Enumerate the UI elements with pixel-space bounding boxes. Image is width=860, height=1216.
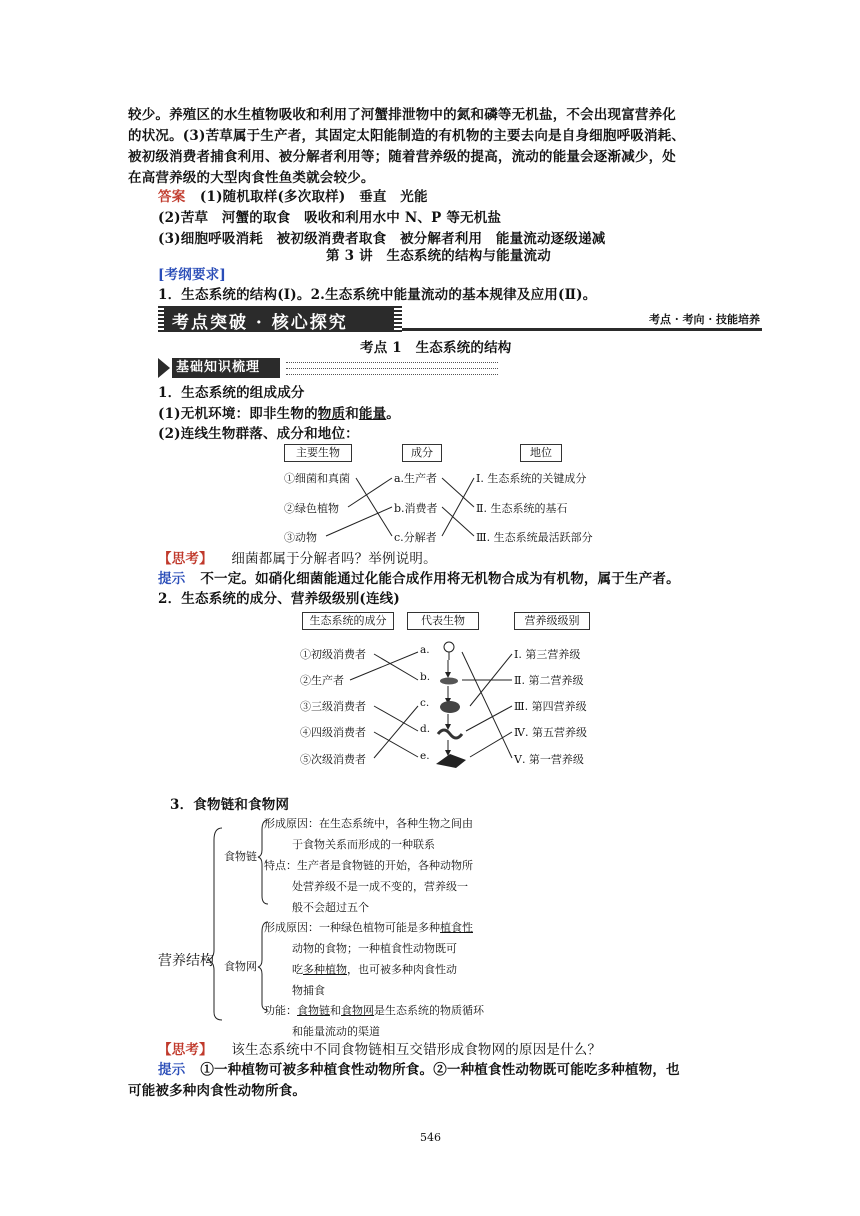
answer-line-3: (3)细胞呼吸消耗 被初级消费者取食 被分解者利用 能量流动逐级递减 xyxy=(158,231,606,247)
component-a: a.生产者 xyxy=(394,472,438,485)
letter-a: a. xyxy=(420,644,430,656)
hint-label: 提示 xyxy=(158,571,186,587)
syllabus-text: 1．生态系统的结构(Ⅰ)。2.生态系统中能量流动的基本规律及应用(Ⅱ)。 xyxy=(158,287,597,303)
trophic-1: Ⅰ. 第三营养级 xyxy=(514,648,581,661)
eagle-icon xyxy=(436,754,466,768)
link-line xyxy=(442,478,474,507)
answer-line-2: (2)苦草 河蟹的取食 吸收和利用水中 N、P 等无机盐 xyxy=(158,210,502,226)
link-line xyxy=(442,507,474,536)
link-line xyxy=(356,478,392,536)
eco-component-4: ④四级消费者 xyxy=(300,726,366,739)
hint-2-line-2: 可能被多种肉食性动物所食。 xyxy=(128,1083,307,1099)
letter-d: d. xyxy=(420,723,431,735)
chain-line: 处营养级不是一成不变的，营养级一 xyxy=(292,880,468,893)
function-line-2: 和能量流动的渠道 xyxy=(292,1025,380,1038)
web-label: 食物网 xyxy=(224,960,257,973)
web-line-2: 动物的食物；一种植食性动物既可 xyxy=(292,942,457,955)
lecture-title: 第 3 讲 生态系统的结构与能量流动 xyxy=(326,248,551,264)
component-b: b.消费者 xyxy=(394,502,438,515)
link-line xyxy=(326,507,392,536)
chain-line: 于食物关系而形成的一种联系 xyxy=(292,838,435,851)
s1-line1: (1)无机环境：即非生物的物质和能量。 xyxy=(158,406,400,422)
header-trophic-level: 营养级级别 xyxy=(514,612,590,630)
arrow-head-icon xyxy=(445,672,451,678)
eco-component-2: ②生产者 xyxy=(300,674,344,687)
root-label: 营养结构 xyxy=(158,953,214,969)
trophic-3: Ⅲ. 第四营养级 xyxy=(514,700,587,713)
brace-icon xyxy=(258,922,268,1010)
banner-title: 考点突破 · 核心探究 xyxy=(172,313,348,333)
organism-1: ①细菌和真菌 xyxy=(284,472,350,485)
web-line-3: 吃多种植物，也可被多种肉食性动 xyxy=(292,963,457,976)
chain-label: 食物链 xyxy=(224,850,257,863)
answer-label: 答案 xyxy=(158,189,186,205)
syllabus-label: [考纲要求] xyxy=(158,267,226,283)
link-line xyxy=(350,652,418,680)
function-line-1: 功能：食物链和食物网是生态系统的物质循环 xyxy=(264,1004,484,1017)
hint-text: 不一定。如硝化细菌能通过化能合成作用将无机物合成为有机物，属于生产者。 xyxy=(200,571,680,587)
organism-3: ③动物 xyxy=(284,531,317,544)
s2-heading: 2．生态系统的成分、营养级级别(连线) xyxy=(158,591,400,607)
s1-line2: (2)连线生物群落、成分和地位： xyxy=(158,426,359,442)
web-line-1: 形成原因：一种绿色植物可能是多种植食性 xyxy=(264,921,473,934)
think-question: 该生态系统中不同食物链相互交错形成食物网的原因是什么？ xyxy=(231,1042,602,1058)
status-3: Ⅲ. 生态系统最活跃部分 xyxy=(476,531,593,544)
chain-line: 特点：生产者是食物链的开始，各种动物所 xyxy=(264,859,473,872)
letter-b: b. xyxy=(420,671,431,683)
topic-title: 考点 1 生态系统的结构 xyxy=(360,340,512,356)
insect-icon xyxy=(440,678,458,685)
plant-icon xyxy=(444,642,454,660)
page-number: 546 xyxy=(420,1131,441,1144)
trophic-4: Ⅳ. 第五营养级 xyxy=(514,726,587,739)
think-label: 【思考】 xyxy=(158,551,213,567)
component-c: c.分解者 xyxy=(394,531,437,544)
frog-icon xyxy=(440,701,460,713)
header-components: 成分 xyxy=(402,444,442,462)
hint-label: 提示 xyxy=(158,1062,186,1078)
brace-icon xyxy=(208,828,222,1020)
paragraph-line: 的状况。(3)苦草属于生产者，其固定太阳能制造的有机物的主要去向是自身细胞呼吸消耗、 xyxy=(128,128,686,144)
brace-icon xyxy=(258,820,268,904)
letter-c: c. xyxy=(420,697,430,709)
link-line xyxy=(374,706,418,731)
organism-2: ②绿色植物 xyxy=(284,502,339,515)
s3-heading: 3．食物链和食物网 xyxy=(170,797,290,813)
status-2: Ⅱ. 生态系统的基石 xyxy=(476,502,568,515)
link-line xyxy=(374,706,418,758)
eco-component-5: ⑤次级消费者 xyxy=(300,753,366,766)
trophic-2: Ⅱ. 第二营养级 xyxy=(514,674,584,687)
header-status: 地位 xyxy=(520,444,562,462)
banner-right: 考点 · 考向 · 技能培养 xyxy=(649,313,760,326)
paragraph-line: 较少。养殖区的水生植物吸收和利用了河蟹排泄物中的氮和磷等无机盐，不会出现富营养化 xyxy=(128,107,676,123)
link-line xyxy=(374,732,418,757)
link-line xyxy=(348,478,392,507)
header-organisms: 主要生物 xyxy=(284,444,352,462)
chain-line: 形成原因：在生态系统中，各种生物之间由 xyxy=(264,817,473,830)
answer-line-1: (1)随机取样(多次取样) 垂直 光能 xyxy=(199,189,428,205)
paragraph-line: 在高营养级的大型肉食性鱼类就会较少。 xyxy=(128,170,375,186)
link-line xyxy=(442,478,474,536)
think-question: 细菌都属于分解者吗？举例说明。 xyxy=(231,551,437,567)
snake-icon xyxy=(438,730,462,738)
header-representatives: 代表生物 xyxy=(407,612,479,630)
chain-line: 般不会超过五个 xyxy=(292,901,369,914)
eco-component-1: ①初级消费者 xyxy=(300,648,366,661)
think-label: 【思考】 xyxy=(158,1042,213,1058)
letter-e: e. xyxy=(420,750,430,762)
paragraph-line: 被初级消费者捕食利用、被分解者利用等；随着营养级的提高，流动的能量会逐渐减少，处 xyxy=(128,149,676,165)
web-line-4: 物捕食 xyxy=(292,984,325,997)
status-1: Ⅰ. 生态系统的关键成分 xyxy=(476,472,587,485)
header-eco-components: 生态系统的成分 xyxy=(302,612,394,630)
eco-component-3: ③三级消费者 xyxy=(300,700,366,713)
trophic-5: Ⅴ. 第一营养级 xyxy=(514,753,584,766)
link-line xyxy=(462,652,512,758)
hint-text: ①一种植物可被多种植食性动物所食。②一种植食性动物既可能吃多种植物，也 xyxy=(200,1062,680,1078)
s1-heading: 1．生态系统的组成成分 xyxy=(158,385,305,401)
